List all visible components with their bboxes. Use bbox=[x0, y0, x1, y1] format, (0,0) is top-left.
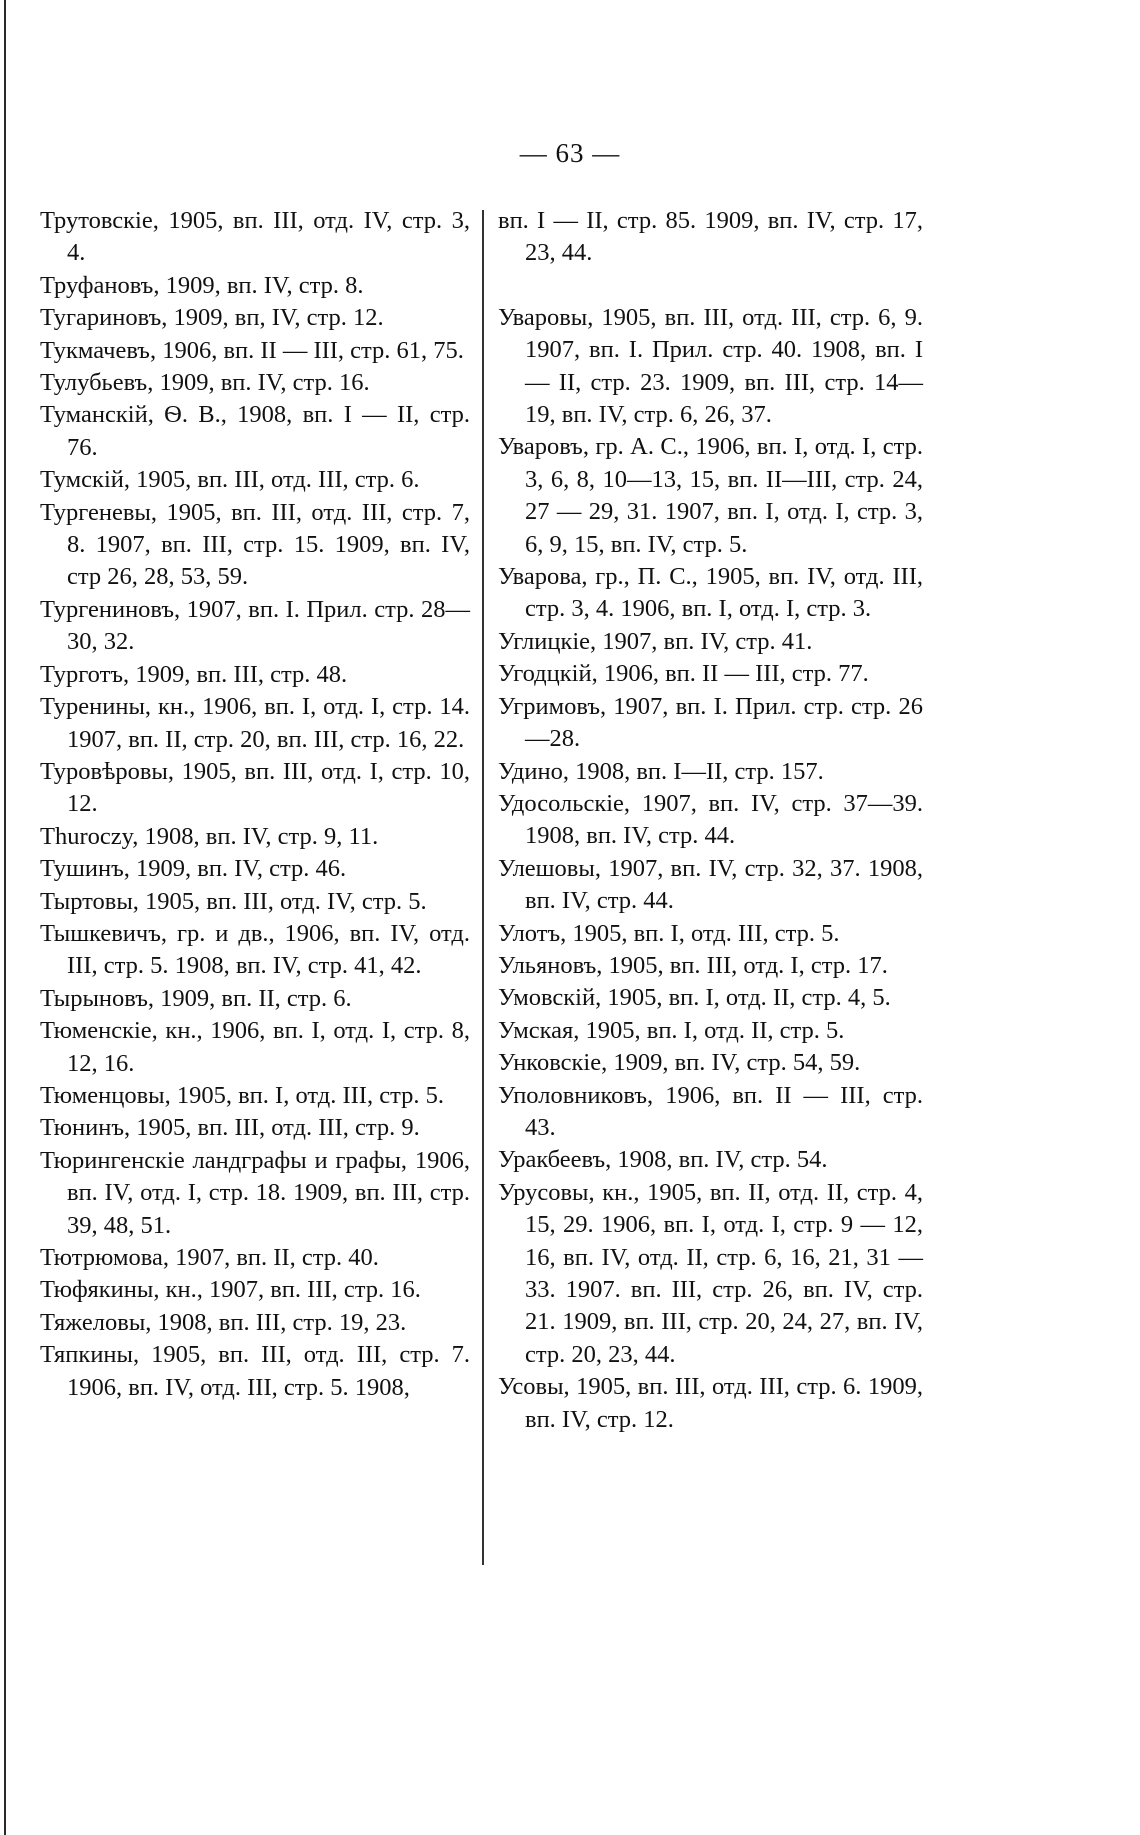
index-entry: Труфановъ, 1909, вп. IV, стр. 8. bbox=[40, 271, 364, 299]
index-entry: Улотъ, 1905, вп. I, отд. III, стр. 5. bbox=[498, 919, 840, 947]
index-entry: Уваровъ, гр. А. С., 1906, вп. I, отд. I, стр. 3, 6, 8, 10—13, 15, вп. II—III, стр. 24, 27 — 29, 31. 1907, вп. I, отд. I, стр. 3, 6, 9, 15, вп. IV, стр. 5. bbox=[498, 433, 923, 558]
index-entry: Удино, 1908, вп. I—II, стр. 157. bbox=[498, 757, 824, 785]
index-entry: Унковскiе, 1909, вп. IV, стр. 54, 59. bbox=[498, 1049, 861, 1077]
index-entry: Трутовскiе, 1905, вп. III, отд. IV, стр. 3, 4. bbox=[40, 207, 470, 267]
index-entry: Углицкiе, 1907, вп. IV, стр. 41. bbox=[498, 627, 813, 655]
right-column bbox=[498, 205, 923, 1436]
page-edge-line bbox=[4, 0, 6, 1835]
index-entry: Уполовниковъ, 1906, вп. II — III, стр. 43. bbox=[498, 1081, 923, 1141]
index-entry: Умская, 1905, вп. I, отд. II, стр. 5. bbox=[498, 1016, 845, 1044]
index-entry: Тургениновъ, 1907, вп. I. Прил. стр. 28—30, 32. bbox=[40, 595, 470, 656]
index-entry: Тукмачевъ, 1906, вп. II — III, стр. 61, 75. bbox=[40, 336, 464, 364]
index-entry: Тюрингенскiе ландграфы и графы, 1906, вп. IV, отд. I, стр. 18. 1909, вп. III, стр. 39, 48, 51. bbox=[40, 1146, 470, 1239]
index-entry: Умовскiй, 1905, вп. I, отд. II, стр. 4, 5. bbox=[498, 984, 891, 1012]
index-entry: Туренины, кн., 1906, вп. I, отд. I, стр. 14. 1907, вп. II, стр. 20, вп. III, стр. 16, 22. bbox=[40, 693, 470, 753]
index-entry: Тюменскiе, кн., 1906, вп. I, отд. I, стр. 8, 12, 16. bbox=[40, 1017, 470, 1077]
index-entry: Тышкевичъ, гр. и дв., 1906, вп. IV, отд. III, стр. 5. 1908, вп. IV, стр. 41, 42. bbox=[40, 919, 470, 980]
index-entry: Тюменцовы, 1905, вп. I, отд. III, стр. 5. bbox=[40, 1081, 444, 1109]
index-entry: Тулубьевъ, 1909, вп. IV, стр. 16. bbox=[40, 369, 370, 397]
index-entry: Улешовы, 1907, вп. IV, стр. 32, 37. 1908, вп. IV, стр. 44. bbox=[498, 854, 923, 915]
index-entry: Тушинъ, 1909, вп. IV, стр. 46. bbox=[40, 855, 347, 883]
index-entry: Уракбеевъ, 1908, вп. IV, стр. 54. bbox=[498, 1146, 828, 1174]
left-column bbox=[40, 205, 470, 1404]
index-entry: Тыртовы, 1905, вп. III, отд. IV, стр. 5. bbox=[40, 887, 427, 915]
index-entry: Усовы, 1905, вп. III, отд. III, стр. 6. 1909, вп. IV, стр. 12. bbox=[498, 1373, 923, 1433]
index-entry: Thuroczy, 1908, вп. IV, стр. 9, 11. bbox=[40, 822, 379, 850]
index-entry: Ульяновъ, 1905, вп. III, отд. I, стр. 17. bbox=[498, 951, 888, 979]
index-entry: Турготъ, 1909, вп. III, стр. 48. bbox=[40, 660, 348, 688]
index-entry-continued: вп. I — II, стр. 85. 1909, вп. IV, стр. 17, 23, 44. bbox=[498, 207, 923, 267]
index-entry: Удосольскiе, 1907, вп. IV, стр. 37—39. 1908, вп. IV, стр. 44. bbox=[498, 789, 923, 850]
index-entry: Уварова, гр., П. С., 1905, вп. IV, отд. III, стр. 3, 4. 1906, вп. I, отд. I, стр. 3. bbox=[498, 563, 923, 623]
index-entry: Тырыновъ, 1909, вп. II, стр. 6. bbox=[40, 984, 352, 1012]
index-entry: Тютрюмова, 1907, вп. II, стр. 40. bbox=[40, 1244, 379, 1271]
index-entry: Тугариновъ, 1909, вп, IV, стр. 12. bbox=[40, 304, 384, 332]
index-entry: Тюфякины, кн., 1907, вп. III, стр. 16. bbox=[40, 1276, 421, 1304]
index-entry: Тумскiй, 1905, вп. III, отд. III, стр. 6. bbox=[40, 466, 420, 494]
index-entry: Тяжеловы, 1908, вп. III, стр. 19, 23. bbox=[40, 1308, 407, 1336]
index-entry: Тургеневы, 1905, вп. III, отд. III, стр. 7, 8. 1907, вп. III, стр. 15. 1909, вп. IV, стр 26, 28, 53, 59. bbox=[40, 498, 470, 591]
index-entry: Урусовы, кн., 1905, вп. II, отд. II, стр. 4, 15, 29. 1906, вп. I, отд. I, стр. 9 — 12, 16, вп. IV, отд. II, стр. 6, 16, 21, 31 — 33. 1907. вп. III, стр. 26, вп. IV, стр. 21. 1909, вп. III, стр. 20, 24, 27, вп. IV, стр. 20, 23, 44. bbox=[498, 1178, 923, 1368]
index-entry: Тяпкины, 1905, вп. III, отд. III, стр. 7. 1906, вп. IV, отд. III, стр. 5. 1908, bbox=[40, 1341, 470, 1401]
column-divider bbox=[482, 210, 484, 1565]
index-entry: Туманскiй, Ѳ. В., 1908, вп. I — II, стр. 76. bbox=[40, 401, 470, 461]
index-entry: Угримовъ, 1907, вп. I. Прил. стр. стр. 26—28. bbox=[498, 692, 923, 753]
page-number: — 63 — bbox=[519, 138, 621, 168]
index-entry: Туровѣровы, 1905, вп. III, отд. I, стр. 10, 12. bbox=[40, 757, 470, 818]
index-entry: Тюнинъ, 1905, вп. III, отд. III, стр. 9. bbox=[40, 1114, 420, 1142]
index-entry: Угодцкiй, 1906, вп. II — III, стр. 77. bbox=[498, 660, 869, 688]
index-entry: Уваровы, 1905, вп. III, отд. III, стр. 6, 9. 1907, вп. I. Прил. стр. 40. 1908, вп. I — II, стр. 23. 1909, вп. III, стр. 14—19, вп. IV, стр. 6, 26, 37. bbox=[498, 303, 923, 429]
